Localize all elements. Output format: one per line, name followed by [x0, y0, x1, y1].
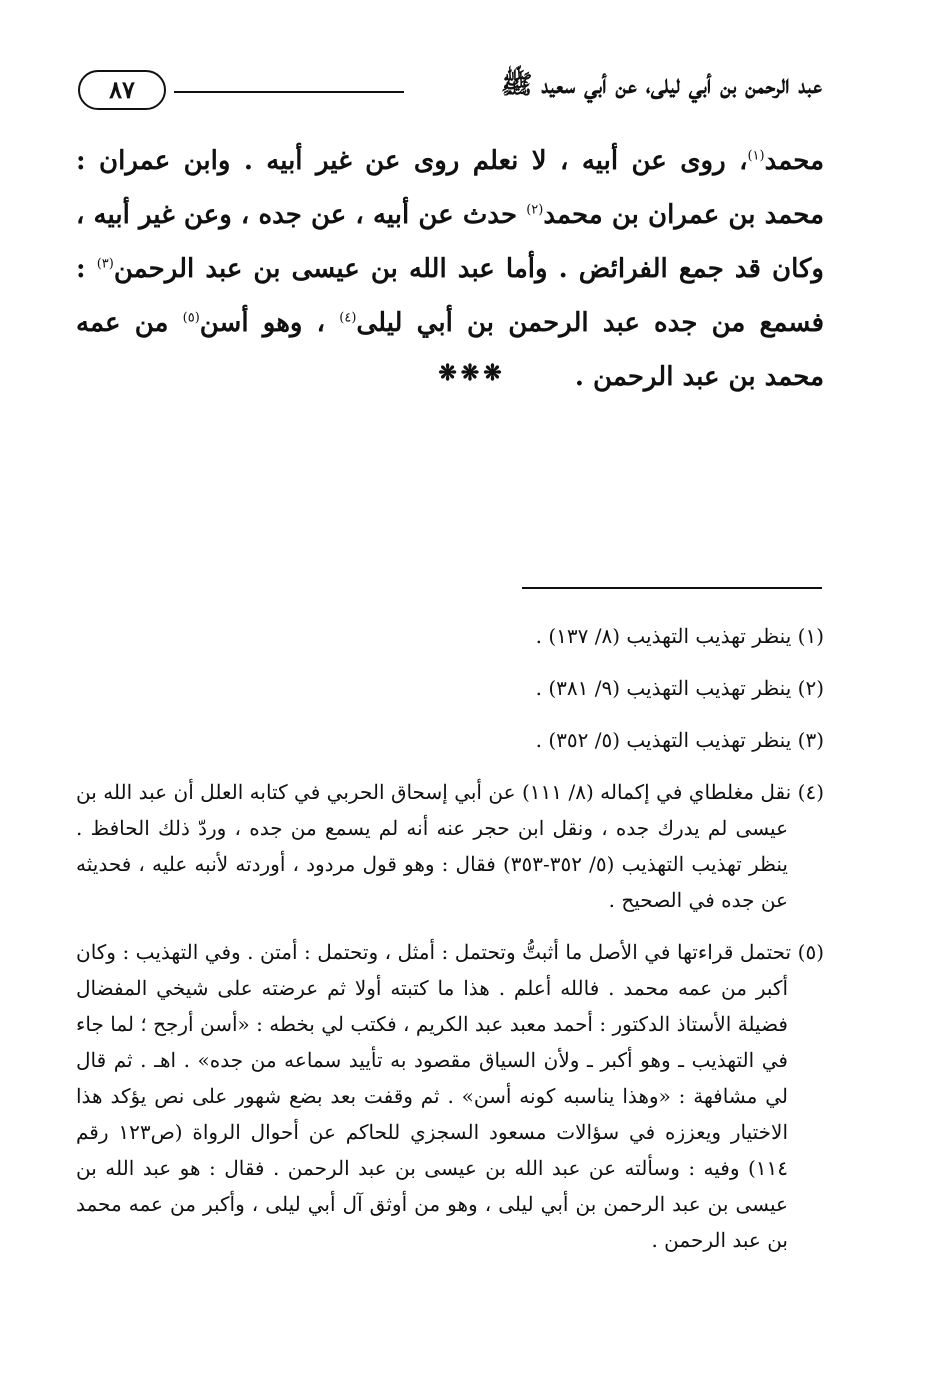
footnote-number: (٣): [797, 728, 824, 752]
footnote-text: ينظر تهذيب التهذيب (٥/ ٣٥٢) .: [535, 728, 792, 752]
footnote-5: [76, 934, 824, 1258]
header-rule: [174, 91, 404, 93]
text-segment: من عمه محمد بن عبد الرحمن .: [76, 308, 824, 392]
footnote-number: (٥): [797, 940, 824, 964]
text-segment: : فسمع من جده عبد الرحمن بن أبي ليلى: [76, 254, 825, 338]
footnote-number: (١): [797, 624, 824, 648]
text-segment: محمد: [764, 146, 824, 176]
footnote-text: ينظر تهذيب التهذيب (٨/ ١٣٧) .: [535, 624, 792, 648]
footnote-2: [76, 670, 824, 706]
footnote-text: ينظر تهذيب التهذيب (٩/ ٣٨١) .: [535, 676, 792, 700]
text-segment: ، روى عن أبيه ، لا نعلم روى عن غير أبيه . وابن عمران : محمد بن عمران بن محمد: [76, 146, 824, 230]
footnote-ref: (١): [747, 148, 765, 164]
page-header: [78, 64, 822, 118]
footnote-number: (٤): [797, 780, 824, 804]
footnote-4: [76, 774, 824, 918]
footnote-text: نقل مغلطاي في إكماله (٨/ ١١١) عن أبي إسحاق الحربي في كتابه العلل أن عبد الله بن عيسى لم يدرك جده ، ونقل ابن حجر عنه أنه لم يسمع من جده ، وردّ ذلك الحافظ . ينظر تهذيب التهذيب (٥/ ٣٥٢-٣٥٣) فقال : وهو قول مردود ، أوردته لأنبه عليه ، فحديثه عن جده في الصحيح .: [76, 780, 792, 912]
section-separator: ❋❋❋: [438, 360, 506, 386]
footnote-ref: (٣): [96, 256, 114, 272]
footnote-number: (٢): [797, 676, 824, 700]
footnote-ref: (٢): [526, 202, 544, 218]
page-number: ٨٧: [78, 70, 166, 110]
footnotes: [76, 618, 824, 1274]
text-segment: حدث عن أبيه ، عن جده ، وعن غير أبيه ، وكان قد جمع الفرائض . وأما عبد الله بن عيسى بن عبد الرحمن: [76, 200, 824, 284]
footnote-text: تحتمل قراءتها في الأصل ما أثبتُّ وتحتمل : أمثل ، وتحتمل : أمتن . وفي التهذيب : وكان أكبر من عمه محمد . فالله أعلم . هذا ما كتبته أولا ثم عرضته على شيخي المفضال فضيلة الأستاذ الدكتور : أحمد معبد عبد الكريم ، فكتب لي بخطه : «أسن أرجح ؛ لما جاء في التهذيب ـ وهو أكبر ـ ولأن السياق مقصود به تأييد سماعه من جده» . اهـ . ثم قال لي مشافهة : «وهذا يناسبه كونه أسن» . ثم وقفت بعد بضع شهور على نص يؤكد هذا الاختيار ويعززه في سؤالات مسعود السجزي للحاكم عن أحوال الرواة (ص١٢٣ رقم ١١٤) وفيه : وسألته عن عبد الله بن عيسى بن عبد الرحمن . فقال : هو عبد الله بن عيسى بن عبد الرحمن بن أبي ليلى ، وهو من أوثق آل أبي ليلى ، وأكبر من عمه محمد بن عبد الرحمن .: [76, 940, 792, 1252]
footnote-rule: [522, 587, 822, 589]
footnote-ref: (٥): [182, 310, 200, 326]
running-title: عبد الرحمن بن أبي ليلى، عن أبي سعيد ﷺ: [501, 70, 822, 100]
footnote-1: [76, 618, 824, 654]
text-segment: ، وهو أسن: [199, 308, 340, 338]
footnote-3: [76, 722, 824, 758]
footnote-ref: (٤): [339, 310, 357, 326]
